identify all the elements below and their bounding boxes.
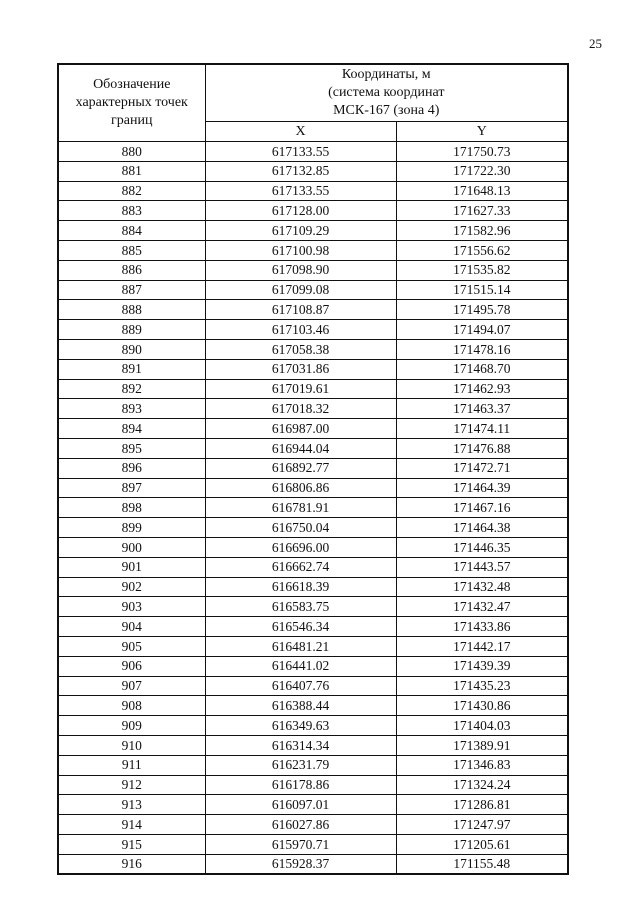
point-cell: 905: [58, 636, 205, 656]
point-cell: 891: [58, 359, 205, 379]
x-coordinate-cell: 617108.87: [205, 300, 396, 320]
x-coordinate-cell: 616987.00: [205, 419, 396, 439]
header-y: Y: [396, 122, 568, 142]
x-coordinate-cell: 616696.00: [205, 537, 396, 557]
table-row: [58, 735, 568, 755]
x-coordinate-cell: 616441.02: [205, 656, 396, 676]
point-cell: 883: [58, 201, 205, 221]
y-coordinate-cell: 171443.57: [396, 557, 568, 577]
table-row: [58, 537, 568, 557]
table-row: [58, 518, 568, 538]
point-cell: 887: [58, 280, 205, 300]
x-coordinate-cell: 616781.91: [205, 498, 396, 518]
table-row: [58, 419, 568, 439]
table-row: [58, 260, 568, 280]
y-coordinate-cell: 171442.17: [396, 636, 568, 656]
x-coordinate-cell: 616027.86: [205, 815, 396, 835]
point-cell: 896: [58, 458, 205, 478]
y-coordinate-cell: 171462.93: [396, 379, 568, 399]
point-cell: 881: [58, 161, 205, 181]
x-coordinate-cell: 616944.04: [205, 438, 396, 458]
y-coordinate-cell: 171435.23: [396, 676, 568, 696]
x-coordinate-cell: 616806.86: [205, 478, 396, 498]
table-row: [58, 142, 568, 162]
y-coordinate-cell: 171472.71: [396, 458, 568, 478]
table-row: [58, 656, 568, 676]
table-row: [58, 339, 568, 359]
point-cell: 915: [58, 834, 205, 854]
table-row: [58, 498, 568, 518]
header-coordinates-line2: (система координат: [328, 85, 445, 100]
y-coordinate-cell: 171247.97: [396, 815, 568, 835]
table-row: [58, 320, 568, 340]
point-cell: 889: [58, 320, 205, 340]
x-coordinate-cell: 617103.46: [205, 320, 396, 340]
page-number: 25: [589, 36, 602, 51]
point-cell: 911: [58, 755, 205, 775]
y-coordinate-cell: 171464.38: [396, 518, 568, 538]
x-coordinate-cell: 617133.55: [205, 181, 396, 201]
y-coordinate-cell: 171389.91: [396, 735, 568, 755]
y-coordinate-cell: 171346.83: [396, 755, 568, 775]
x-coordinate-cell: 616231.79: [205, 755, 396, 775]
table-row: [58, 280, 568, 300]
x-coordinate-cell: 616546.34: [205, 617, 396, 637]
y-coordinate-cell: 171439.39: [396, 656, 568, 676]
table-row: [58, 221, 568, 241]
y-coordinate-cell: 171495.78: [396, 300, 568, 320]
y-coordinate-cell: 171750.73: [396, 142, 568, 162]
table-row: [58, 379, 568, 399]
point-cell: 910: [58, 735, 205, 755]
table-row: [58, 834, 568, 854]
x-coordinate-cell: 617132.85: [205, 161, 396, 181]
x-coordinate-cell: 616314.34: [205, 735, 396, 755]
coordinates-table: [57, 63, 569, 875]
table-row: [58, 557, 568, 577]
table-row: [58, 854, 568, 874]
x-coordinate-cell: 616583.75: [205, 597, 396, 617]
point-cell: 884: [58, 221, 205, 241]
y-coordinate-cell: 171476.88: [396, 438, 568, 458]
y-coordinate-cell: 171205.61: [396, 834, 568, 854]
y-coordinate-cell: 171432.48: [396, 577, 568, 597]
x-coordinate-cell: 616481.21: [205, 636, 396, 656]
point-cell: 907: [58, 676, 205, 696]
x-coordinate-cell: 616178.86: [205, 775, 396, 795]
table-row: [58, 815, 568, 835]
x-coordinate-cell: 615970.71: [205, 834, 396, 854]
y-coordinate-cell: 171155.48: [396, 854, 568, 874]
point-cell: 892: [58, 379, 205, 399]
y-coordinate-cell: 171404.03: [396, 716, 568, 736]
x-coordinate-cell: 617019.61: [205, 379, 396, 399]
x-coordinate-cell: 616750.04: [205, 518, 396, 538]
y-coordinate-cell: 171648.13: [396, 181, 568, 201]
x-coordinate-cell: 615928.37: [205, 854, 396, 874]
point-cell: 902: [58, 577, 205, 597]
table-row: [58, 676, 568, 696]
x-coordinate-cell: 616407.76: [205, 676, 396, 696]
x-coordinate-cell: 617100.98: [205, 240, 396, 260]
table-row: [58, 755, 568, 775]
point-cell: 899: [58, 518, 205, 538]
table-row: [58, 577, 568, 597]
y-coordinate-cell: 171433.86: [396, 617, 568, 637]
header-coordinates-line3: МСК-167 (зона 4): [333, 103, 440, 118]
header-coordinates: [205, 64, 568, 122]
y-coordinate-cell: 171430.86: [396, 696, 568, 716]
point-cell: 882: [58, 181, 205, 201]
y-coordinate-cell: 171722.30: [396, 161, 568, 181]
x-coordinate-cell: 617098.90: [205, 260, 396, 280]
x-coordinate-cell: 617133.55: [205, 142, 396, 162]
table-row: [58, 696, 568, 716]
x-coordinate-cell: 617109.29: [205, 221, 396, 241]
x-coordinate-cell: 617018.32: [205, 399, 396, 419]
table-row: [58, 300, 568, 320]
y-coordinate-cell: 171582.96: [396, 221, 568, 241]
point-cell: 886: [58, 260, 205, 280]
point-cell: 894: [58, 419, 205, 439]
y-coordinate-cell: 171535.82: [396, 260, 568, 280]
table-row: [58, 359, 568, 379]
table-row: [58, 399, 568, 419]
x-coordinate-cell: 616618.39: [205, 577, 396, 597]
table-body: [58, 142, 568, 875]
point-cell: 897: [58, 478, 205, 498]
point-cell: 893: [58, 399, 205, 419]
point-cell: 888: [58, 300, 205, 320]
table-row: [58, 161, 568, 181]
point-cell: 906: [58, 656, 205, 676]
x-coordinate-cell: 616349.63: [205, 716, 396, 736]
x-coordinate-cell: 617128.00: [205, 201, 396, 221]
y-coordinate-cell: 171515.14: [396, 280, 568, 300]
y-coordinate-cell: 171627.33: [396, 201, 568, 221]
y-coordinate-cell: 171463.37: [396, 399, 568, 419]
header-point-designation: Обозначение характерных точек границ: [58, 64, 205, 142]
y-coordinate-cell: 171286.81: [396, 795, 568, 815]
header-x: X: [205, 122, 396, 142]
point-cell: 904: [58, 617, 205, 637]
point-cell: 885: [58, 240, 205, 260]
table-row: [58, 636, 568, 656]
x-coordinate-cell: 617099.08: [205, 280, 396, 300]
y-coordinate-cell: 171432.47: [396, 597, 568, 617]
table-row: [58, 181, 568, 201]
point-cell: 898: [58, 498, 205, 518]
y-coordinate-cell: 171556.62: [396, 240, 568, 260]
y-coordinate-cell: 171467.16: [396, 498, 568, 518]
point-cell: 908: [58, 696, 205, 716]
y-coordinate-cell: 171478.16: [396, 339, 568, 359]
table-row: [58, 438, 568, 458]
point-cell: 912: [58, 775, 205, 795]
table-row: [58, 775, 568, 795]
point-cell: 901: [58, 557, 205, 577]
point-cell: 880: [58, 142, 205, 162]
y-coordinate-cell: 171324.24: [396, 775, 568, 795]
table-row: [58, 617, 568, 637]
x-coordinate-cell: 616892.77: [205, 458, 396, 478]
y-coordinate-cell: 171474.11: [396, 419, 568, 439]
table-row: [58, 597, 568, 617]
y-coordinate-cell: 171446.35: [396, 537, 568, 557]
x-coordinate-cell: 617058.38: [205, 339, 396, 359]
point-cell: 900: [58, 537, 205, 557]
header-coordinates-line1: Координаты, м: [341, 67, 431, 82]
y-coordinate-cell: 171464.39: [396, 478, 568, 498]
x-coordinate-cell: 616662.74: [205, 557, 396, 577]
table-row: [58, 478, 568, 498]
table-row: [58, 458, 568, 478]
x-coordinate-cell: 617031.86: [205, 359, 396, 379]
table-row: [58, 795, 568, 815]
table-row: [58, 240, 568, 260]
point-cell: 895: [58, 438, 205, 458]
point-cell: 890: [58, 339, 205, 359]
x-coordinate-cell: 616388.44: [205, 696, 396, 716]
point-cell: 914: [58, 815, 205, 835]
y-coordinate-cell: 171468.70: [396, 359, 568, 379]
point-cell: 913: [58, 795, 205, 815]
point-cell: 903: [58, 597, 205, 617]
point-cell: 909: [58, 716, 205, 736]
table-row: [58, 716, 568, 736]
table-row: [58, 201, 568, 221]
y-coordinate-cell: 171494.07: [396, 320, 568, 340]
x-coordinate-cell: 616097.01: [205, 795, 396, 815]
point-cell: 916: [58, 854, 205, 874]
